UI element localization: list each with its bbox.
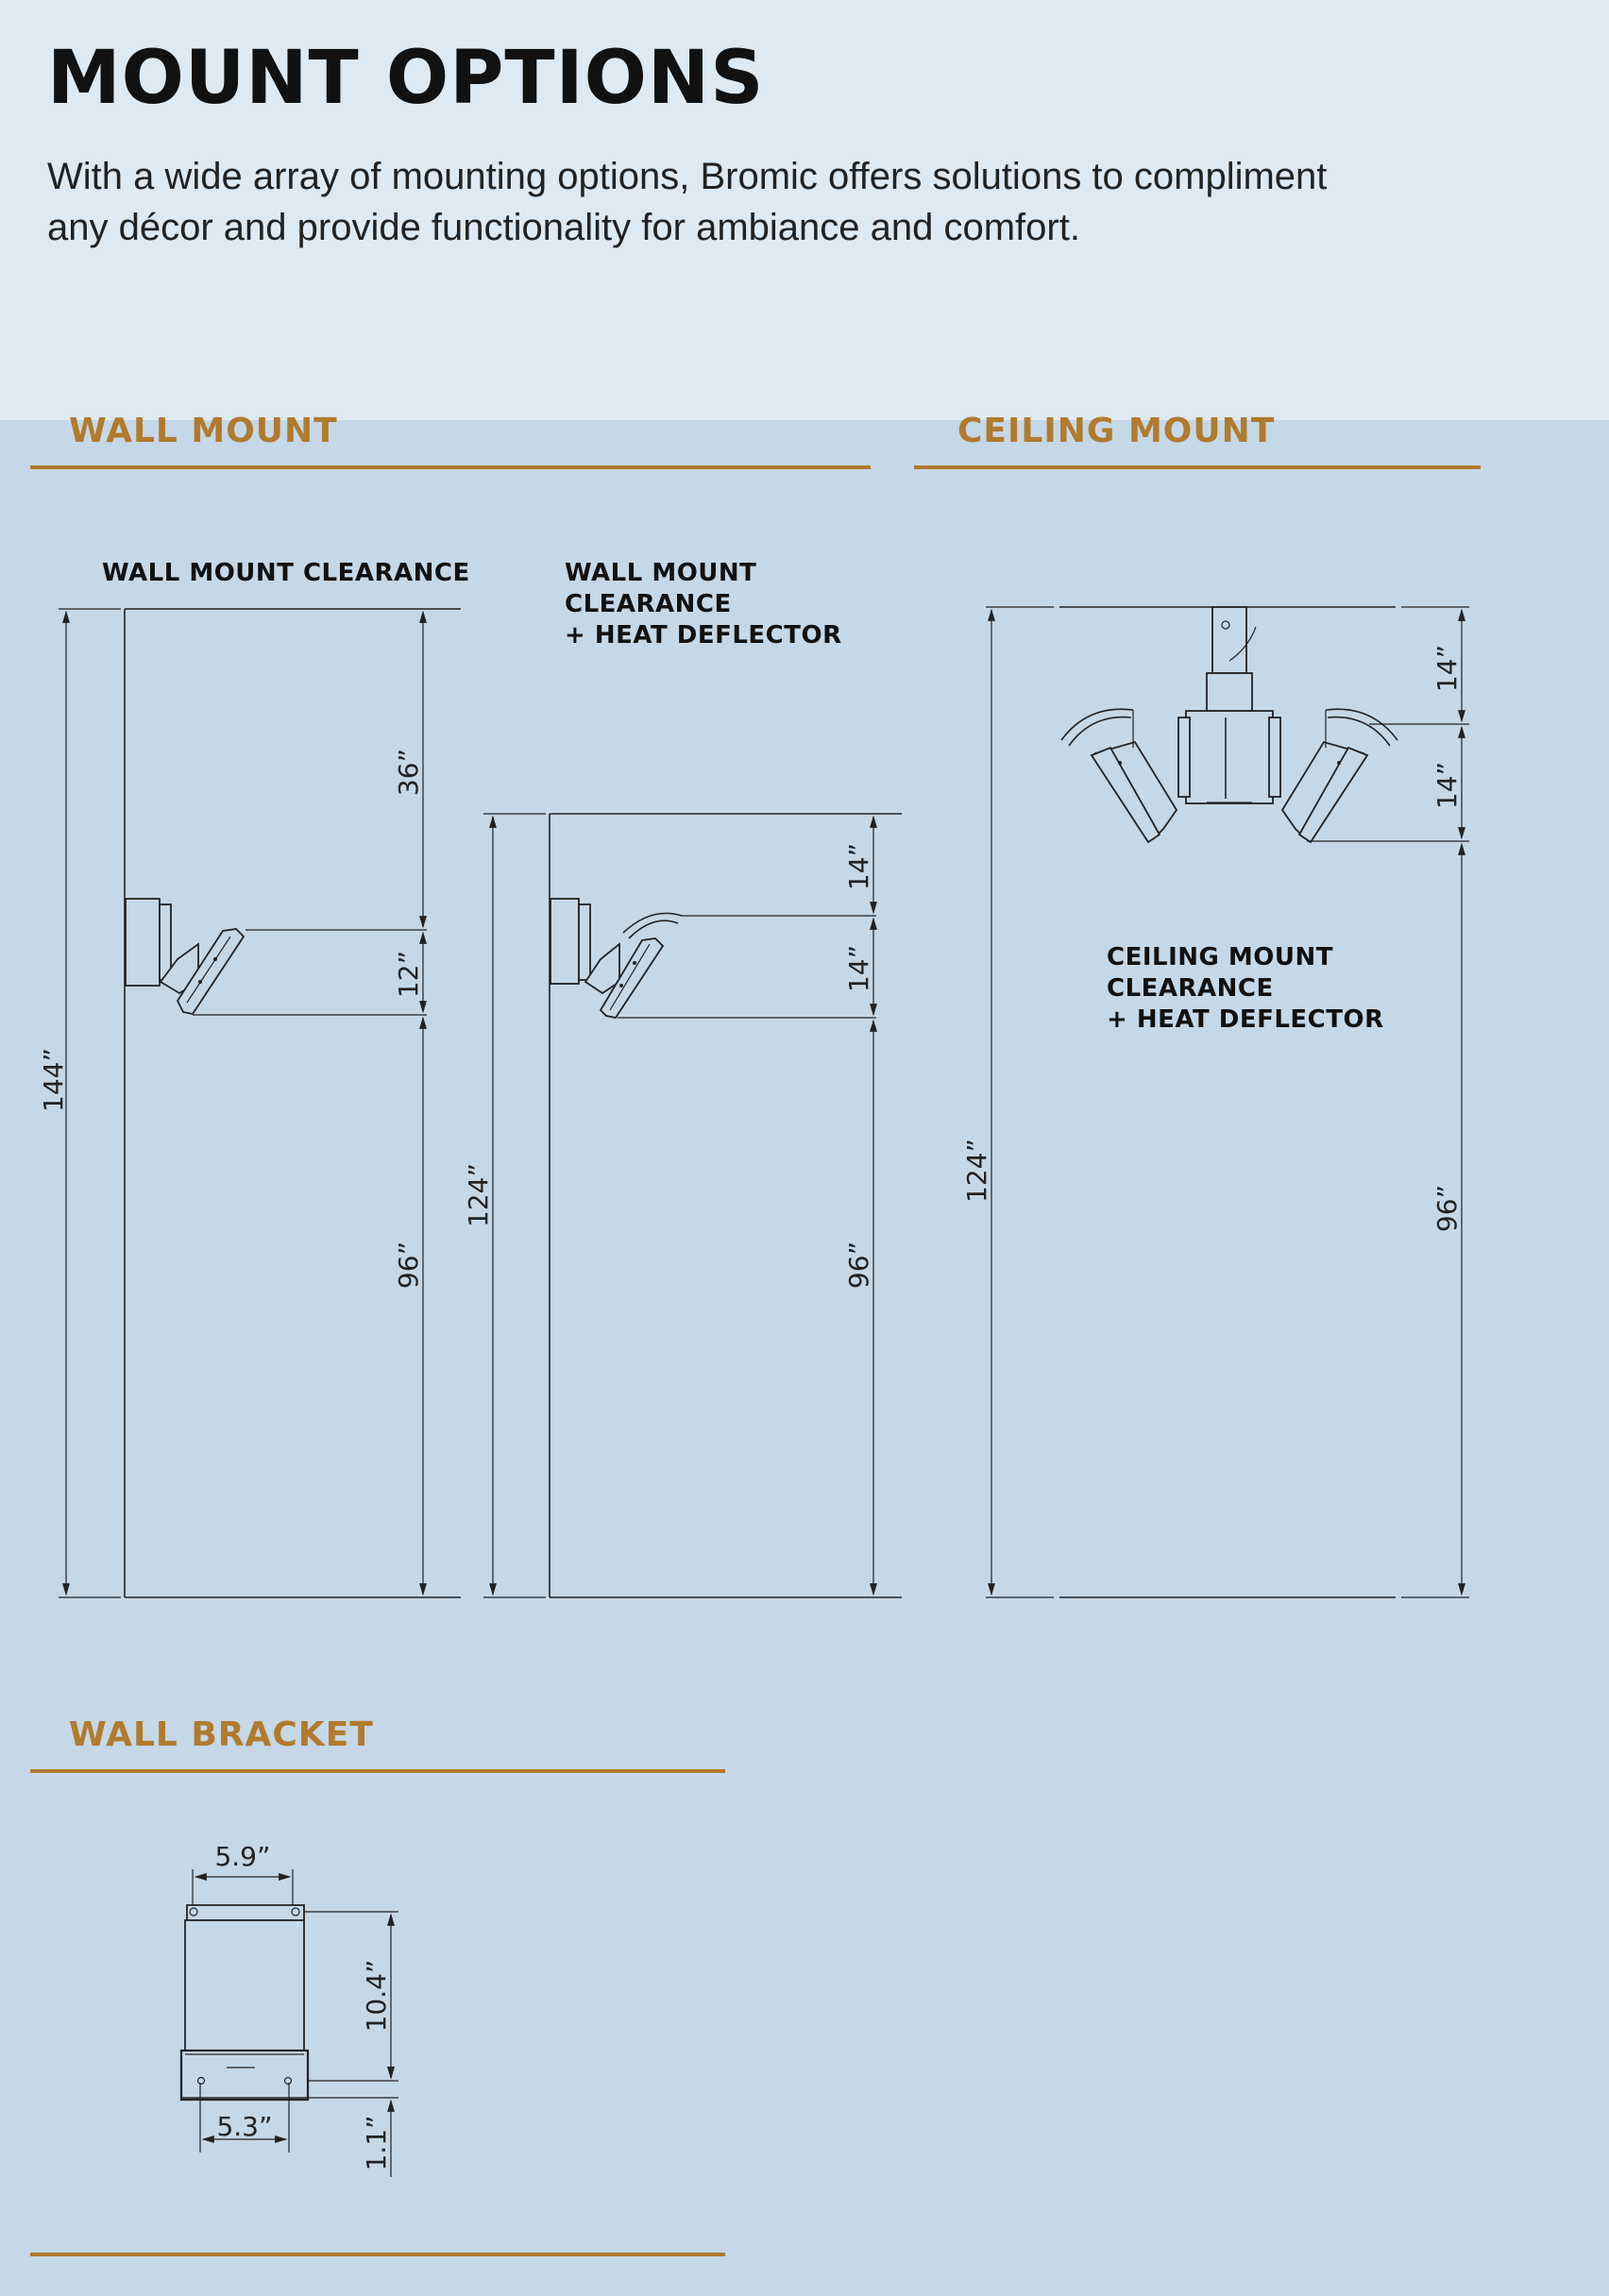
dim-deflector-total: 124” [463,1163,494,1227]
caption-line: + HEAT DEFLECTOR [565,621,842,650]
intro-text: With a wide array of mounting options, Bromic offers solutions to compliment any décor and provide functionality for ambiance and comfort. [47,156,1328,248]
diagram-wall-bracket [181,1841,398,2177]
dim-deflector-heater: 14” [843,944,874,993]
dim-bracket-lip: 1.1” [361,2115,392,2171]
caption-line: CEILING MOUNT [1107,943,1333,971]
caption-wall-clearance: WALL MOUNT CLEARANCE [102,559,470,587]
dim-wall-top: 36” [393,748,424,797]
caption-line: CLEARANCE [1107,974,1274,1003]
section-title-wall-mount: WALL MOUNT [69,412,338,450]
page-title: MOUNT OPTIONS [47,36,765,121]
dim-ceiling-top: 14” [1431,644,1463,693]
ceiling-heater-icon [1061,607,1397,842]
dim-wall-heater: 12” [393,950,424,999]
heater-icon [126,899,244,1014]
dim-ceiling-heater: 14” [1431,761,1463,810]
dim-bracket-height: 10.4” [361,1959,392,2033]
caption-line: + HEAT DEFLECTOR [1107,1005,1384,1034]
heater-with-deflector-icon [550,899,682,1018]
section-title-wall-bracket: WALL BRACKET [69,1715,374,1754]
diagram-wall-clearance [38,609,461,1597]
dim-ceiling-total: 124” [961,1139,992,1203]
caption-line: CLEARANCE [565,590,732,618]
dim-deflector-floor: 96” [843,1241,874,1290]
dim-wall-floor: 96” [393,1241,424,1290]
dim-wall-total: 144” [38,1048,69,1112]
diagram-ceiling-deflector [961,607,1469,1597]
dim-bracket-bottom-width: 5.3” [216,2111,273,2142]
caption-line: WALL MOUNT [565,559,757,587]
dim-bracket-top-width: 5.9” [214,1841,271,1872]
section-title-ceiling-mount: CEILING MOUNT [957,412,1276,450]
diagram-wall-deflector [463,814,902,1597]
dim-ceiling-floor: 96” [1431,1184,1463,1233]
dim-deflector-top: 14” [843,842,874,891]
